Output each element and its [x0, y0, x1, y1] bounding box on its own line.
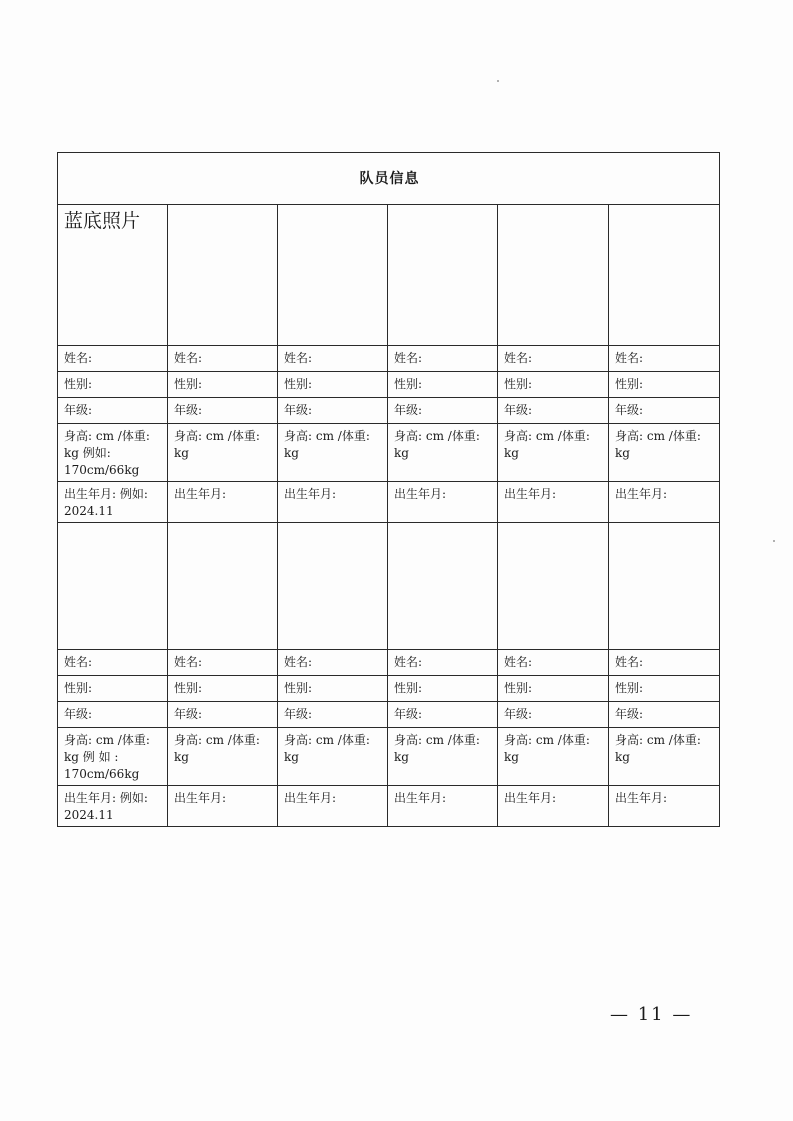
- name-row: [58, 650, 720, 676]
- photo-box: [388, 205, 498, 346]
- height-weight-field[interactable]: 身高: cm /体重: kg: [609, 728, 720, 786]
- name-row: [58, 346, 720, 372]
- name-field[interactable]: 姓名:: [278, 650, 388, 676]
- gender-field[interactable]: 性别:: [278, 676, 388, 702]
- grade-field[interactable]: 年级:: [498, 702, 609, 728]
- photo-box: [58, 523, 168, 650]
- grade-field[interactable]: 年级:: [58, 398, 168, 424]
- name-field[interactable]: 姓名:: [278, 346, 388, 372]
- height-weight-field[interactable]: 身高: cm /体重: kg: [278, 424, 388, 482]
- photo-box: [498, 205, 609, 346]
- name-field[interactable]: 姓名:: [609, 650, 720, 676]
- height-weight-field[interactable]: 身高: cm /体重: kg: [609, 424, 720, 482]
- name-field[interactable]: 姓名:: [168, 346, 278, 372]
- birth-field[interactable]: 出生年月:: [278, 786, 388, 827]
- name-field[interactable]: 姓名:: [498, 346, 609, 372]
- birth-row: [58, 786, 720, 827]
- birth-field[interactable]: 出生年月:: [498, 482, 609, 523]
- height-weight-field[interactable]: 身高: cm /体重: kg: [278, 728, 388, 786]
- photo-box: [609, 205, 720, 346]
- birth-field[interactable]: 出生年月:: [388, 786, 498, 827]
- name-field[interactable]: 姓名:: [388, 346, 498, 372]
- photo-box: [609, 523, 720, 650]
- grade-field[interactable]: 年级:: [278, 702, 388, 728]
- grade-field[interactable]: 年级:: [168, 398, 278, 424]
- photo-box: [278, 523, 388, 650]
- birth-field[interactable]: 出生年月: 例如: 2024.11: [58, 482, 168, 523]
- gender-row: [58, 676, 720, 702]
- gender-field[interactable]: 性别:: [168, 676, 278, 702]
- photo-box: [168, 205, 278, 346]
- grade-row: [58, 398, 720, 424]
- birth-field[interactable]: 出生年月: 例如: 2024.11: [58, 786, 168, 827]
- birth-row: [58, 482, 720, 523]
- birth-field[interactable]: 出生年月:: [168, 786, 278, 827]
- birth-field[interactable]: 出生年月:: [388, 482, 498, 523]
- height-weight-field[interactable]: 身高: cm /体重: kg: [498, 728, 609, 786]
- height-weight-field[interactable]: 身高: cm /体重: kg: [168, 424, 278, 482]
- height-weight-field[interactable]: 身高: cm /体重: kg: [168, 728, 278, 786]
- name-field[interactable]: 姓名:: [609, 346, 720, 372]
- name-field[interactable]: 姓名:: [388, 650, 498, 676]
- height-weight-field[interactable]: 身高: cm /体重: kg 例如: 170cm/66kg: [58, 424, 168, 482]
- grade-field[interactable]: 年级:: [498, 398, 609, 424]
- name-field[interactable]: 姓名:: [498, 650, 609, 676]
- photo-box: [278, 205, 388, 346]
- name-field[interactable]: 姓名:: [58, 346, 168, 372]
- photo-row: [58, 523, 720, 650]
- photo-box-label: 蓝底照片: [58, 205, 168, 346]
- grade-field[interactable]: 年级:: [388, 398, 498, 424]
- photo-row: [58, 205, 720, 346]
- gender-field[interactable]: 性别:: [609, 676, 720, 702]
- gender-field[interactable]: 性别:: [58, 676, 168, 702]
- member-table: [57, 152, 720, 827]
- grade-field[interactable]: 年级:: [58, 702, 168, 728]
- grade-field[interactable]: 年级:: [278, 398, 388, 424]
- height-weight-field[interactable]: 身高: cm /体重: kg 例 如 : 170cm/66kg: [58, 728, 168, 786]
- page-number: — 11 —: [610, 1004, 693, 1025]
- birth-field[interactable]: 出生年月:: [609, 482, 720, 523]
- title-row: [58, 153, 720, 205]
- gender-field[interactable]: 性别:: [609, 372, 720, 398]
- grade-field[interactable]: 年级:: [168, 702, 278, 728]
- gender-field[interactable]: 性别:: [388, 676, 498, 702]
- name-field[interactable]: 姓名:: [58, 650, 168, 676]
- gender-field[interactable]: 性别:: [168, 372, 278, 398]
- birth-field[interactable]: 出生年月:: [609, 786, 720, 827]
- scan-speck: [773, 540, 775, 542]
- birth-field[interactable]: 出生年月:: [168, 482, 278, 523]
- gender-field[interactable]: 性别:: [388, 372, 498, 398]
- birth-field[interactable]: 出生年月:: [278, 482, 388, 523]
- height-weight-row: [58, 728, 720, 786]
- height-weight-field[interactable]: 身高: cm /体重: kg: [388, 424, 498, 482]
- gender-field[interactable]: 性别:: [58, 372, 168, 398]
- grade-field[interactable]: 年级:: [388, 702, 498, 728]
- grade-row: [58, 702, 720, 728]
- gender-field[interactable]: 性别:: [498, 676, 609, 702]
- height-weight-field[interactable]: 身高: cm /体重: kg: [498, 424, 609, 482]
- gender-row: [58, 372, 720, 398]
- photo-box: [168, 523, 278, 650]
- height-weight-field[interactable]: 身高: cm /体重: kg: [388, 728, 498, 786]
- gender-field[interactable]: 性别:: [278, 372, 388, 398]
- photo-box: [498, 523, 609, 650]
- scan-speck: [497, 80, 499, 82]
- grade-field[interactable]: 年级:: [609, 398, 720, 424]
- birth-field[interactable]: 出生年月:: [498, 786, 609, 827]
- photo-box: [388, 523, 498, 650]
- team-member-form: [57, 152, 719, 827]
- form-title: 队员信息: [58, 153, 720, 205]
- name-field[interactable]: 姓名:: [168, 650, 278, 676]
- grade-field[interactable]: 年级:: [609, 702, 720, 728]
- gender-field[interactable]: 性别:: [498, 372, 609, 398]
- height-weight-row: [58, 424, 720, 482]
